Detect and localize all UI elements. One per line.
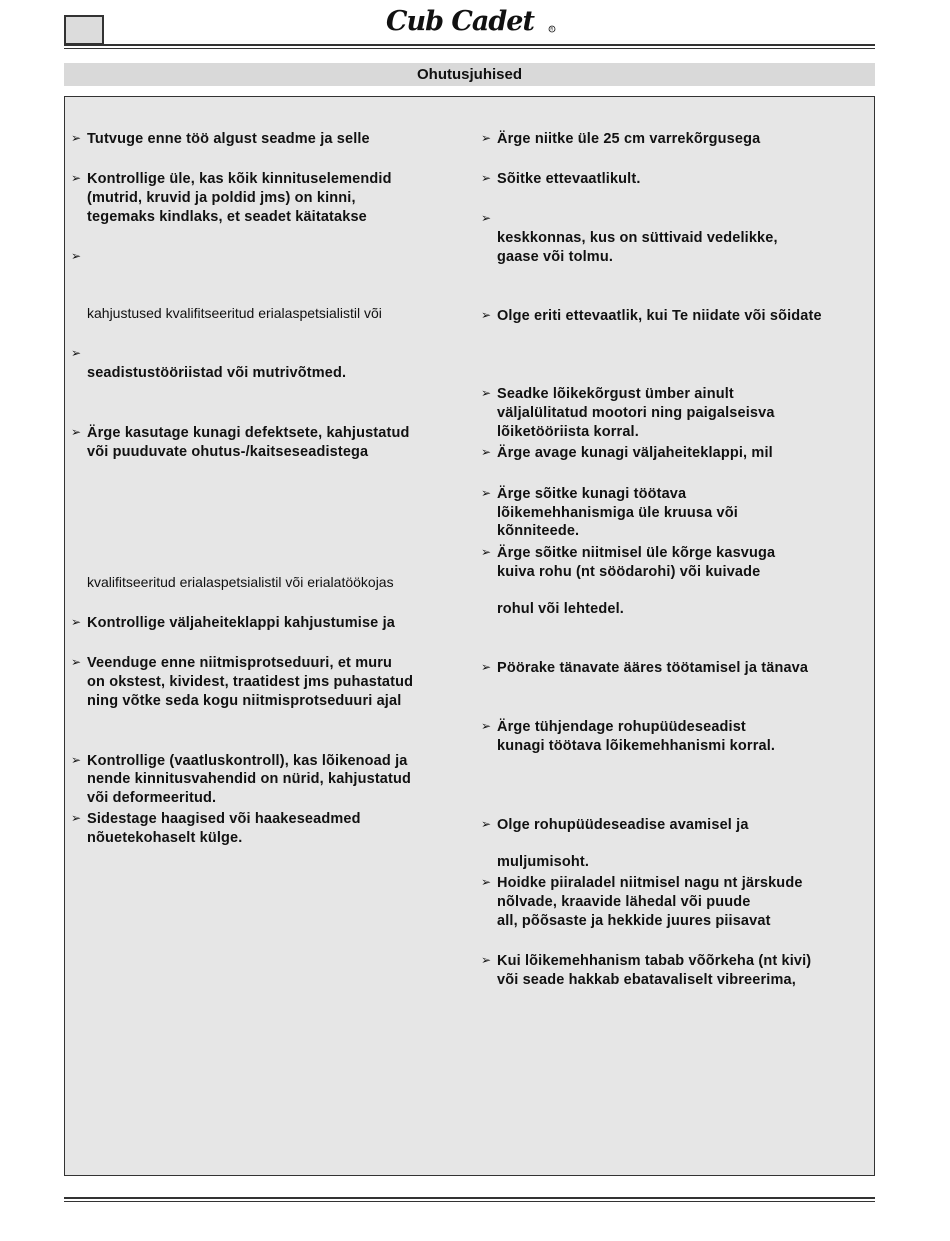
bullet-arrow-icon: ➢ xyxy=(481,211,492,225)
bullet-arrow-icon: ➢ xyxy=(71,346,82,360)
header-rule-thin xyxy=(64,48,875,49)
right-item-7-line-3: kõnniteede. xyxy=(497,523,580,539)
right-item-3-line-2: keskkonnas, kus on süttivaid vedelikke, xyxy=(497,230,778,246)
section-title: Ohutusjuhised xyxy=(64,63,875,86)
right-item-12-line-2: nõlvade, kraavide lähedal või puude xyxy=(497,894,751,910)
left-item-4-line-2: seadistustööriistad või mutrivõtmed. xyxy=(87,365,347,381)
bullet-arrow-icon: ➢ xyxy=(481,719,492,733)
footer-rule-thin xyxy=(64,1201,875,1202)
left-item-7-line-2: on okstest, kividest, traatidest jms puhastatud xyxy=(87,674,414,690)
right-item-9-line-1: Pöörake tänavate ääres töötamisel ja tänava xyxy=(497,660,809,676)
left-item-8-line-1: Kontrollige (vaatluskontroll), kas lõikenoad ja xyxy=(87,753,408,769)
left-item-9-line-2: nõuetekohaselt külge. xyxy=(87,830,243,846)
cub-cadet-logo xyxy=(384,2,564,38)
right-item-11-line-2: muljumisoht. xyxy=(497,854,590,870)
left-item-7-line-3: ning võtke seda kogu niitmisprotseduuri ajal xyxy=(87,693,402,709)
bullet-arrow-icon: ➢ xyxy=(71,131,82,145)
content-frame xyxy=(64,96,875,1176)
right-item-13-line-2: või seade hakkab ebatavaliselt vibreerima, xyxy=(497,972,796,988)
right-item-5-line-1: Seadke lõikekõrgust ümber ainult xyxy=(497,386,734,402)
bullet-arrow-icon: ➢ xyxy=(481,817,492,831)
right-item-4-line-1: Olge eriti ettevaatlik, kui Te niidate või sõidate xyxy=(497,308,822,324)
bullet-arrow-icon: ➢ xyxy=(481,486,492,500)
bullet-arrow-icon: ➢ xyxy=(481,545,492,559)
right-item-8-line-2: kuiva rohu (nt söödarohi) või kuivade xyxy=(497,564,761,580)
bullet-arrow-icon: ➢ xyxy=(481,386,492,400)
left-item-7-line-1: Veenduge enne niitmisprotseduuri, et muru xyxy=(87,655,393,671)
bullet-arrow-icon: ➢ xyxy=(71,425,82,439)
left-item-9-line-1: Sidestage haagised või haakeseadmed xyxy=(87,811,361,827)
page-number-box xyxy=(64,15,104,45)
left-item-3-line-2: kahjustused kvalifitseeritud erialaspetsialistil või xyxy=(87,305,382,321)
bullet-arrow-icon: ➢ xyxy=(71,753,82,767)
bullet-arrow-icon: ➢ xyxy=(481,131,492,145)
header-rule xyxy=(64,44,875,46)
right-item-6-line-1: Ärge avage kunagi väljaheiteklappi, mil xyxy=(497,445,773,461)
right-item-8-line-1: Ärge sõitke niitmisel üle kõrge kasvuga xyxy=(497,545,776,561)
bullet-arrow-icon: ➢ xyxy=(71,171,82,185)
left-item-5-line-1: Ärge kasutage kunagi defektsete, kahjustatud xyxy=(87,425,410,441)
left-item-6-line-1: Kontrollige väljaheiteklappi kahjustumise ja xyxy=(87,615,395,631)
footer-rule xyxy=(64,1197,875,1199)
bullet-arrow-icon: ➢ xyxy=(71,655,82,669)
right-item-10-line-2: kunagi töötava lõikemehhanismi korral. xyxy=(497,738,776,754)
brand-wordmark: Cub Cadet xyxy=(386,6,534,37)
bullet-arrow-icon: ➢ xyxy=(71,811,82,825)
left-item-2-line-3: tegemaks kindlaks, et seadet käitatakse xyxy=(87,209,367,225)
right-item-5-line-3: lõiketööriista korral. xyxy=(497,424,639,440)
right-item-5-line-2: väljalülitatud mootori ning paigalseisva xyxy=(497,405,775,421)
right-item-12-line-1: Hoidke piiraladel niitmisel nagu nt järskude xyxy=(497,875,803,891)
left-item-2-line-1: Kontrollige üle, kas kõik kinnituselemendid xyxy=(87,171,392,187)
left-item-5-line-2: või puuduvate ohutus-/kaitseseadistega xyxy=(87,444,369,460)
left-item-2-line-2: (mutrid, kruvid ja poldid jms) on kinni, xyxy=(87,190,356,206)
right-item-10-line-1: Ärge tühjendage rohupüüdeseadist xyxy=(497,719,746,735)
left-item-8-line-2: nende kinnitusvahendid on nürid, kahjustatud xyxy=(87,771,412,787)
right-item-8-line-3: rohul või lehtedel. xyxy=(497,601,624,617)
bullet-arrow-icon: ➢ xyxy=(481,953,492,967)
bullet-arrow-icon: ➢ xyxy=(481,660,492,674)
left-item-8-line-3: või deformeeritud. xyxy=(87,790,217,806)
right-item-13-line-1: Kui lõikemehhanism tabab võõrkeha (nt kivi) xyxy=(497,953,812,969)
svg-text:R: R xyxy=(550,26,554,32)
left-item-1-line-1: Tutvuge enne töö algust seadme ja selle xyxy=(87,131,370,147)
right-item-2-line-1: Sõitke ettevaatlikult. xyxy=(497,171,641,187)
bullet-arrow-icon: ➢ xyxy=(481,171,492,185)
right-item-3-line-3: gaase või tolmu. xyxy=(497,249,614,265)
right-item-11-line-1: Olge rohupüüdeseadise avamisel ja xyxy=(497,817,749,833)
right-item-1-line-1: Ärge niitke üle 25 cm varrekõrgusega xyxy=(497,131,761,147)
bullet-arrow-icon: ➢ xyxy=(71,249,82,263)
right-item-7-line-1: Ärge sõitke kunagi töötava xyxy=(497,486,687,502)
right-item-7-line-2: lõikemehhanismiga üle kruusa või xyxy=(497,505,738,521)
right-item-12-line-3: all, põõsaste ja hekkide juures piisavat xyxy=(497,913,771,929)
bullet-arrow-icon: ➢ xyxy=(71,615,82,629)
bullet-arrow-icon: ➢ xyxy=(481,445,492,459)
bullet-arrow-icon: ➢ xyxy=(481,875,492,889)
left-item-5-line-3: kvalifitseeritud erialaspetsialistil või erialatöökojas xyxy=(87,574,394,590)
bullet-arrow-icon: ➢ xyxy=(481,308,492,322)
